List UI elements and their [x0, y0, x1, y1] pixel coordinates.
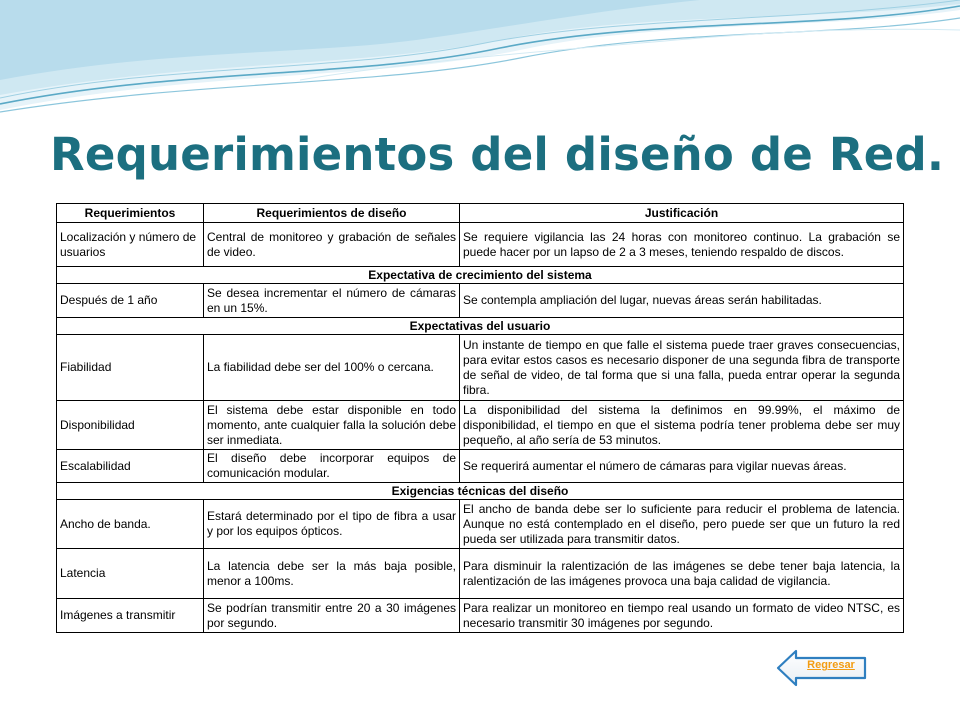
table-row	[57, 500, 904, 549]
requirement-cell: Después de 1 año	[57, 284, 204, 318]
header-wave-decoration	[0, 0, 960, 130]
table-row	[57, 450, 904, 483]
section-row-tech	[57, 483, 904, 500]
justification-cell: El ancho de banda debe ser lo suficiente para reducir el problema de latencia. Aunque no está contemplado en el diseño, pero puede ser que un futuro la red pueda ser utilizada para transmitir datos.	[460, 500, 904, 549]
requirement-cell: Escalabilidad	[57, 450, 204, 483]
justification-cell: Se requerirá aumentar el número de cámaras para vigilar nuevas áreas.	[460, 450, 904, 483]
section-row-user	[57, 318, 904, 335]
table-row	[57, 284, 904, 318]
design-cell: La fiabilidad debe ser del 100% o cercana.	[204, 335, 460, 401]
column-header-justification: Justificación	[460, 204, 904, 223]
table-row	[57, 335, 904, 401]
requirement-cell: Localización y número de usuarios	[57, 223, 204, 267]
table-row	[57, 549, 904, 599]
table-header-row	[57, 204, 904, 223]
column-header-design: Requerimientos de diseño	[204, 204, 460, 223]
requirement-cell: Latencia	[57, 549, 204, 599]
justification-cell: Para realizar un monitoreo en tiempo real usando un formato de video NTSC, es necesario transmitir 30 imágenes por segundo.	[460, 599, 904, 633]
table-row	[57, 599, 904, 633]
table-row	[57, 401, 904, 450]
justification-cell: La disponibilidad del sistema la definimos en 99.99%, el máximo de disponibilidad, el tiempo en que el sistema podría tener problema debe ser muy pequeño, al año sería de 53 minutos.	[460, 401, 904, 450]
back-button[interactable]	[776, 649, 868, 687]
design-cell: Central de monitoreo y grabación de señales de video.	[204, 223, 460, 267]
table-row	[57, 223, 904, 267]
justification-cell: Para disminuir la ralentización de las imágenes se debe tener baja latencia, la ralentización de las imágenes provoca una baja calidad de vigilancia.	[460, 549, 904, 599]
requirement-cell: Ancho de banda.	[57, 500, 204, 549]
design-cell: Estará determinado por el tipo de fibra a usar y por los equipos ópticos.	[204, 500, 460, 549]
design-cell: Se podrían transmitir entre 20 a 30 imágenes por segundo.	[204, 599, 460, 633]
requirement-cell: Fiabilidad	[57, 335, 204, 401]
section-title: Expectativa de crecimiento del sistema	[57, 267, 904, 284]
slide-title: Requerimientos del diseño de Red.	[50, 128, 945, 181]
justification-cell: Se requiere vigilancia las 24 horas con monitoreo continuo. La grabación se puede hacer por un lapso de 2 a 3 meses, teniendo respaldo de discos.	[460, 223, 904, 267]
justification-cell: Se contempla ampliación del lugar, nuevas áreas serán habilitadas.	[460, 284, 904, 318]
design-cell: El sistema debe estar disponible en todo momento, ante cualquier falla la solución debe ser inmediata.	[204, 401, 460, 450]
justification-cell: Un instante de tiempo en que falle el sistema puede traer graves consecuencias, para evitar estos casos es necesario disponer de una segunda fibra de transporte de señal de video, de tal forma que si una falla, pueda entrar operar la segunda fibra.	[460, 335, 904, 401]
design-cell: La latencia debe ser la más baja posible, menor a 100ms.	[204, 549, 460, 599]
column-header-requirements: Requerimientos	[57, 204, 204, 223]
design-cell: Se desea incrementar el número de cámaras en un 15%.	[204, 284, 460, 318]
section-title: Expectativas del usuario	[57, 318, 904, 335]
section-title: Exigencias técnicas del diseño	[57, 483, 904, 500]
requirement-cell: Imágenes a transmitir	[57, 599, 204, 633]
design-cell: El diseño debe incorporar equipos de comunicación modular.	[204, 450, 460, 483]
requirements-table-container	[56, 203, 903, 633]
section-row-growth	[57, 267, 904, 284]
requirements-table	[56, 203, 904, 633]
requirement-cell: Disponibilidad	[57, 401, 204, 450]
back-button-label[interactable]: Regresar	[807, 659, 855, 671]
